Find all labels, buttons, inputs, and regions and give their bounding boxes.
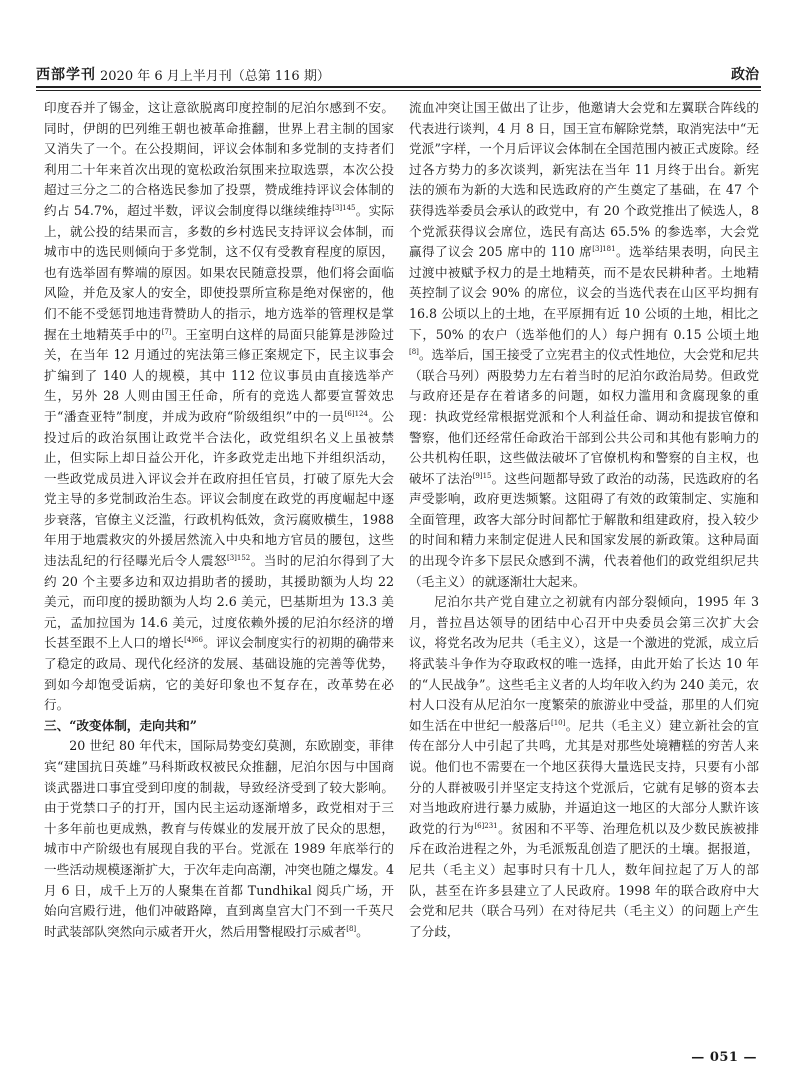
header-rule-thick <box>36 86 761 88</box>
text-run: 。这些问题都导致了政治的动荡，民选政府的名声受影响，政府更迭频繁。这阻碍了有效的政策制定、实施和全面管理，政客大部分时间都忙于解散和组建政府，投入较少的时间和精力来制定促进人民和国家发展的新政策。这种局面的出现令许多下层民众感到不满，代表着他们的政党组织尼共（毛主义）的就逐渐壮大起来。 <box>409 470 759 589</box>
text-run: 。评议会制度实行的初期的确带来了稳定的政局、现代化经济的发展、基础设施的完善等优势，到如今却饱受诟病，它的美好印象也不复存在，改革势在必行。 <box>44 635 394 713</box>
citation-ref: [3]152 <box>226 553 251 562</box>
text-run: 。选举结果表明，向民主过渡中被赋予权力的是土地精英，而不是农民耕种者。土地精英控制了议会 90% 的席位，议会的当选代表在山区平均拥有 16.8 公顷以上的土地，在平原拥有近 10 公顷的土地，相比之下，50% 的农户（选举他们的人）每户拥有 0.15 公顷土地 <box>409 244 759 342</box>
page-header <box>36 58 761 84</box>
paragraph-right-1 <box>409 98 759 592</box>
citation-ref: [8] <box>346 924 357 933</box>
citation-ref: [7] <box>161 327 172 336</box>
text-run: 流血冲突让国王做出了让步，他邀请大会党和左翼联合阵线的代表进行谈判，4 月 8 日，国王宣布解除党禁，取消宪法中“无党派”字样，一个月后评议会体制在全国范围内被正式废除。经过各方势力的多次谈判，新宪法在当年 11 月终于出台。新宪法的颁布为新的大选和民选政府的产生奠定了基础，在 47 个获得选举委员会承认的政党中，有 20 个政党推出了候选人，8 个党派获得议会席位，选民有高达 65.5% 的参选率，大会党赢得了议会 205 席中的 110 席 <box>409 100 759 260</box>
left-column <box>44 98 394 1043</box>
text-run: 20 世纪 80 年代末，国际局势变幻莫测，东欧剧变，菲律宾“建国抗日英雄”马科斯政权被民众推翻，尼泊尔因与中国商谈武器进口事宜受到印度的制裁，导致经济受到了较大影响。由于党禁口子的打开，国内民主运动逐渐增多，政党相对于三十多年前也更成熟，教育与传媒业的发展开放了民众的思想，城市中产阶级也有展现自我的平台。党派在 1989 年底举行的一些活动规模逐渐扩大，于次年走向高潮，冲突也随之爆发。4 月 6 日，成千上万的人聚集在首都 Tundhikal 阅兵广场，开始向宫殿行进，他们冲破路障，直到离皇宫大门不到一千英尺时武装部队突然向示威者开火，然后用警棍殴打示威者 <box>44 738 394 939</box>
text-run: 印度吞并了锡金，这让意欲脱离印度控制的尼泊尔感到不安。同时，伊朗的巴列维王朝也被革命推翻，世界上君主制的国家又消失了一个。在公投期间，评议会体制和多党制的支持者们利用二十年来首次出现的宽松政治氛围来拉取选票，本次公投超过三分之二的合格选民参加了投票，赞成维持评议会体制的约占 54.7%，超过半数，评议会制度得以继续维持 <box>44 100 394 218</box>
citation-ref: [4]66 <box>184 636 203 645</box>
text-run: 尼泊尔共产党自建立之初就有内部分裂倾向，1995 年 3 月，普拉昌达领导的团结中心召开中央委员会第三次扩大会议，将党名改为尼共（毛主义），这是一个激进的党派，成立后将武装斗争作为夺取政权的唯一选择，由此开始了长达 10 年的“人民战争”。这些毛主义者的人均年收入约为 240 美元，农村人口没有从尼泊尔一度繁荣的旅游业中受益，那里的人们宛如生活在中世纪一般落后 <box>409 594 759 733</box>
issue-info: 2020 年 6 月上半月刊（总第 116 期） <box>100 69 330 84</box>
text-run: 。王室明白这样的局面只能算是涉险过关，在当年 12 月通过的宪法第三修正案规定下，民主议事会扩编到了 140 人的规模，其中 112 位议事员由直接选举产生，另外 28 人则由国王任命，所有的竞选人都要宣誓效忠于“潘查亚特”制度，并成为政府“阶级组织”中的一员 <box>44 326 394 424</box>
text-run: 。尼共（毛主义）建立新社会的宣传在部分人中引起了共鸣，尤其是对那些处境糟糕的穷苦人来说。他们也不需要在一个地区获得大量选民支持，只要有小部分的人群被吸引并坚定支持这个党派后，它就有足够的资本去对当地政府进行暴力威胁，并逼迫这一地区的大部分人默许该政党的行为 <box>409 717 759 836</box>
section-label: 政治 <box>731 67 759 83</box>
citation-ref: [10] <box>551 718 566 727</box>
journal-logo: 西部学刊 <box>36 67 96 83</box>
right-column <box>409 98 759 1043</box>
citation-ref: [6]231 <box>474 821 498 830</box>
citation-ref: [3]145 <box>332 203 356 212</box>
text-run: 。贫困和不平等、治理危机以及少数民族被排斥在政治进程之外，为毛派叛乱创造了肥沃的土壤。据报道，尼共（毛主义）起事时只有十几人，数年间拉起了万人的部队，甚至在许多县建立了人民政府。1998 年的联合政府中大会党和尼共（联合马列）在对待尼共（毛主义）的问题上产生了分歧， <box>409 820 759 939</box>
citation-ref: [9]15 <box>472 471 492 480</box>
text-run: 。实际上，就公投的结果而言，多数的乡村选民支持评议会体制，而城市中的选民则倾向于多党制，这不仅有受教育程度的原因，也有选举固有弊端的原因。如果农民随意投票，他们将会面临风险，并危及家人的安全，即使投票所宣称是绝对保密的，他们不能不受惩罚地违背赞助人的指示，地方选举的管理权是掌握在土地精英手中的 <box>44 202 394 342</box>
citation-ref: [6]124 <box>344 409 368 418</box>
paragraph-left-2 <box>44 736 394 942</box>
paragraph-right-2 <box>409 592 759 942</box>
citation-ref: [3]181 <box>592 244 616 253</box>
page-number: — 051 — <box>691 1050 757 1065</box>
text-run: 。当时的尼泊尔得到了大约 20 个主要多边和双边捐助者的援助，其援助额为人均 22 美元，而印度的援助额为人均 2.6 美元，巴基斯坦为 13.3 美元，孟加拉国为 14.6 美元，过度依赖外援的尼泊尔经济的增长甚至跟不上人口的增长 <box>44 553 394 651</box>
text-run: 。公投过后的政治氛围让政党半合法化，政党组织名义上虽被禁止，但实际上却日益公开化，许多政党走出地下并组织活动，一些政党成员进入评议会并在政府担任官员，打破了原先大会党主导的多党制政治生态。评议会制度在政党的再度崛起中逐步衰落，官僚主义泛滥，行政机构低效，贪污腐败横生，1988 年用于地震救灾的外援居然流入中央和地方官员的腰包，这些违法乱纪的行径曝光后令人震怒 <box>44 408 394 569</box>
paragraph-left-1 <box>44 98 394 716</box>
section-heading: 三、“改变体制，走向共和” <box>44 717 198 733</box>
text-run: 。 <box>356 923 369 939</box>
text-run: 。选举后，国王接受了立宪君主的仪式性地位，大会党和尼共（联合马列）两股势力左右着当时的尼泊尔政治局势。但政党与政府还是存在着诸多的问题，如权力滥用和贪腐现象的重现：执政党经常根据党派和个人利益任命、调动和提拔官僚和警察，他们还经常任命政治干部到公共公司和其他有影响力的公共机构任职，这些做法破坏了官僚机构和警察的自主权，也破坏了法治 <box>409 347 759 486</box>
header-journal-info <box>36 64 330 84</box>
citation-ref: [8] <box>409 347 419 356</box>
header-rule-thin <box>36 90 761 91</box>
